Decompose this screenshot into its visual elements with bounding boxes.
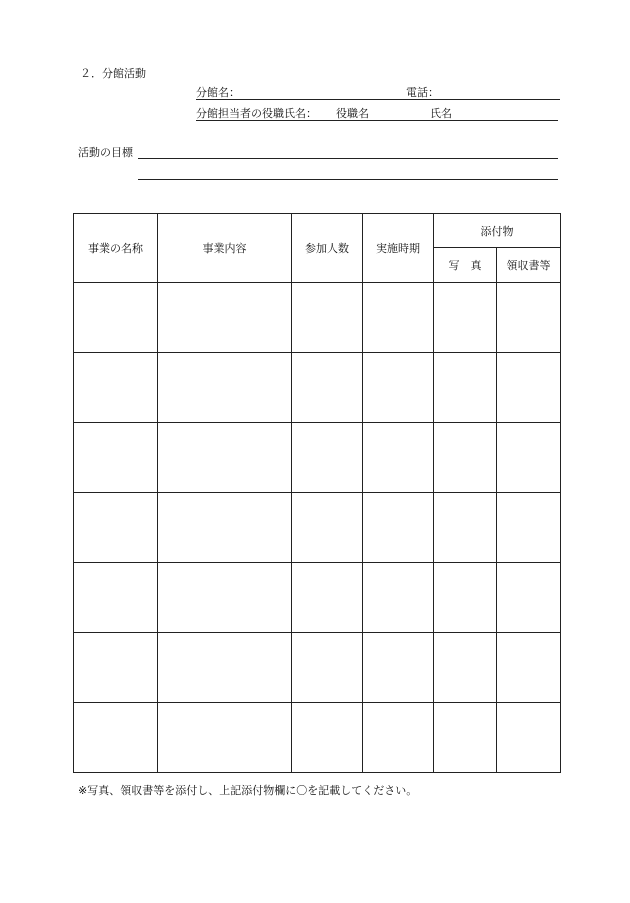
header-photo: 写 真 xyxy=(434,248,497,283)
cell-photo[interactable] xyxy=(434,283,497,353)
goal-field-line-2[interactable] xyxy=(138,179,558,180)
cell-photo[interactable] xyxy=(434,703,497,773)
cell-project-name[interactable] xyxy=(74,353,158,423)
cell-participants[interactable] xyxy=(292,493,363,563)
officer-field[interactable] xyxy=(196,120,558,121)
phone-label: 電話： xyxy=(406,86,439,99)
cell-photo[interactable] xyxy=(434,423,497,493)
header-period: 実施時期 xyxy=(363,214,434,283)
cell-project-content[interactable] xyxy=(158,633,292,703)
cell-period[interactable] xyxy=(363,423,434,493)
header-project-content: 事業内容 xyxy=(158,214,292,283)
cell-project-content[interactable] xyxy=(158,563,292,633)
cell-project-name[interactable] xyxy=(74,283,158,353)
cell-period[interactable] xyxy=(363,493,434,563)
cell-project-content[interactable] xyxy=(158,493,292,563)
table-row xyxy=(74,703,561,773)
header-participants: 参加人数 xyxy=(292,214,363,283)
officer-label: 分館担当者の役職氏名： xyxy=(196,107,317,120)
cell-project-name[interactable] xyxy=(74,703,158,773)
position-label: 役職名 xyxy=(336,107,369,120)
footer-note: ※写真、領収書等を添付し、上記添付物欄に〇を記載してください。 xyxy=(78,784,418,797)
table-row xyxy=(74,493,561,563)
person-label: 氏名 xyxy=(430,107,452,120)
cell-period[interactable] xyxy=(363,633,434,703)
cell-receipt[interactable] xyxy=(497,353,561,423)
cell-period[interactable] xyxy=(363,703,434,773)
cell-receipt[interactable] xyxy=(497,563,561,633)
cell-receipt[interactable] xyxy=(497,283,561,353)
table-row xyxy=(74,423,561,493)
table-row xyxy=(74,633,561,703)
header-project-name: 事業の名称 xyxy=(74,214,158,283)
cell-period[interactable] xyxy=(363,563,434,633)
cell-receipt[interactable] xyxy=(497,633,561,703)
table-row xyxy=(74,353,561,423)
goal-label: 活動の目標 xyxy=(78,146,133,159)
header-attachments: 添付物 xyxy=(434,214,561,248)
cell-participants[interactable] xyxy=(292,353,363,423)
activity-table xyxy=(73,213,561,773)
cell-project-content[interactable] xyxy=(158,353,292,423)
cell-period[interactable] xyxy=(363,353,434,423)
cell-photo[interactable] xyxy=(434,353,497,423)
cell-receipt[interactable] xyxy=(497,703,561,773)
cell-photo[interactable] xyxy=(434,633,497,703)
cell-participants[interactable] xyxy=(292,703,363,773)
cell-project-content[interactable] xyxy=(158,423,292,493)
cell-participants[interactable] xyxy=(292,283,363,353)
cell-participants[interactable] xyxy=(292,423,363,493)
header-receipt: 領収書等 xyxy=(497,248,561,283)
table-row xyxy=(74,283,561,353)
cell-period[interactable] xyxy=(363,283,434,353)
branch-name-phone-field[interactable] xyxy=(196,99,560,100)
cell-participants[interactable] xyxy=(292,633,363,703)
cell-receipt[interactable] xyxy=(497,423,561,493)
cell-participants[interactable] xyxy=(292,563,363,633)
cell-receipt[interactable] xyxy=(497,493,561,563)
cell-project-content[interactable] xyxy=(158,703,292,773)
branch-name-label: 分館名： xyxy=(196,86,240,99)
cell-project-name[interactable] xyxy=(74,563,158,633)
section-title: ２．分館活動 xyxy=(80,67,146,80)
goal-field-line-1[interactable] xyxy=(138,158,558,159)
table-row xyxy=(74,563,561,633)
cell-project-name[interactable] xyxy=(74,493,158,563)
cell-photo[interactable] xyxy=(434,493,497,563)
cell-project-name[interactable] xyxy=(74,423,158,493)
cell-project-content[interactable] xyxy=(158,283,292,353)
cell-project-name[interactable] xyxy=(74,633,158,703)
cell-photo[interactable] xyxy=(434,563,497,633)
